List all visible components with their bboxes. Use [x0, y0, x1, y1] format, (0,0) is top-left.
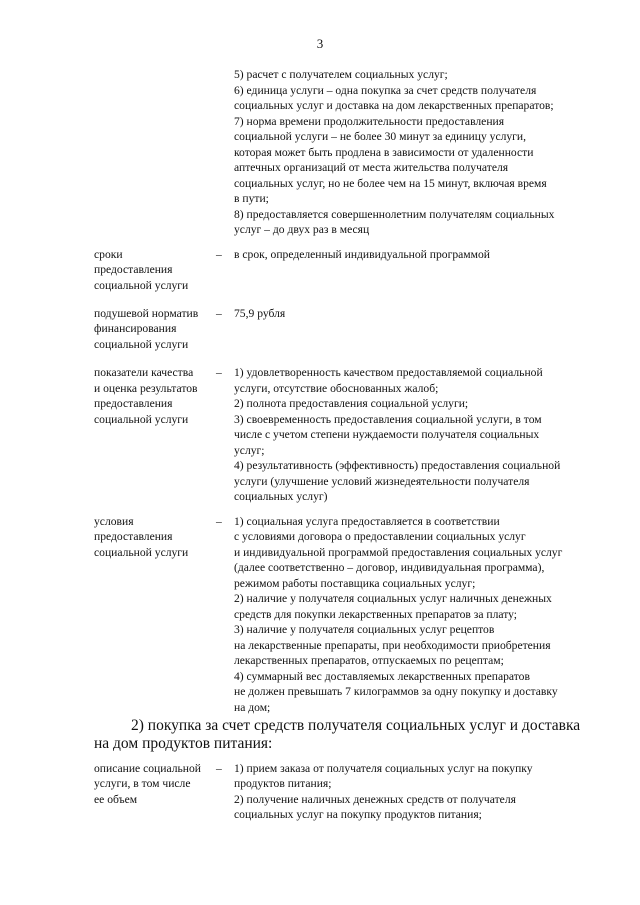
intro-line: социальных услуг и доставка на дом лекарственных препаратов; [234, 99, 554, 112]
row-dash: – [216, 307, 222, 320]
intro-line: 8) предоставляется совершеннолетним получателям социальных [234, 208, 555, 221]
row-value-line: на лекарственные препараты, при необходимости приобретения [234, 639, 551, 652]
row-value-line: и индивидуальной программой предоставления социальных услуг [234, 546, 563, 559]
row-value-line: услуги, отсутствие обоснованных жалоб; [234, 382, 439, 395]
intro-line: в пути; [234, 192, 269, 205]
row-value-line: 3) наличие у получателя социальных услуг рецептов [234, 623, 495, 636]
row-label-line: описание социальной [94, 762, 201, 775]
row-value-line: 2) полнота предоставления социальной услуги; [234, 397, 469, 410]
row-label-line: социальной услуги [94, 413, 189, 426]
section-heading-line: на дом продуктов питания: [94, 735, 273, 752]
row-label-line: сроки [94, 248, 123, 261]
row-value-line: 4) результативность (эффективность) предоставления социальной [234, 459, 561, 472]
row-value-line: числе с учетом степени нуждаемости получателя социальных [234, 428, 540, 441]
row-value-line: услуги (улучшение условий жизнедеятельности получателя [234, 475, 530, 488]
intro-line: которая может быть продлена в зависимости от удаленности [234, 146, 534, 159]
intro-line: 5) расчет с получателем социальных услуг; [234, 68, 448, 81]
row-value-line: 2) наличие у получателя социальных услуг наличных денежных [234, 592, 552, 605]
row-value-line: услуг; [234, 444, 265, 457]
row-dash: – [216, 515, 222, 528]
section-heading-line: 2) покупка за счет средств получателя социальных услуг и доставка [131, 717, 581, 734]
row-value-line: на дом; [234, 701, 271, 714]
row-value-line: средств для покупки лекарственных препаратов за плату; [234, 608, 517, 621]
row-value-line: социальных услуг на покупку продуктов питания; [234, 808, 482, 821]
row-dash: – [216, 762, 222, 775]
row-value-line: 1) прием заказа от получателя социальных услуг на покупку [234, 762, 533, 775]
row-value-line: 75,9 рубля [234, 307, 286, 320]
row-label-line: услуги, в том числе [94, 777, 191, 790]
row-value-line: (далее соответственно – договор, индивидуальная программа), [234, 561, 545, 574]
row-value-line: 1) удовлетворенность качеством предоставляемой социальной [234, 366, 543, 379]
row-label-line: подушевой норматив [94, 307, 199, 320]
row-label-line: социальной услуги [94, 279, 189, 292]
row-label-line: условия [94, 515, 134, 528]
intro-line: услуг – до двух раз в месяц [234, 223, 370, 236]
row-value-line: 3) своевременность предоставления социальной услуги, в том [234, 413, 542, 426]
row-dash: – [216, 366, 222, 379]
intro-line: 6) единица услуги – одна покупка за счет средств получателя [234, 84, 537, 97]
page-number: 3 [316, 36, 324, 51]
row-label-line: ее объем [94, 793, 138, 806]
row-value-line: не должен превышать 7 килограммов за одну покупку и доставку [234, 685, 558, 698]
row-dash: – [216, 248, 222, 261]
intro-line: аптечных организаций от места жительства получателя [234, 161, 509, 174]
row-value-line: 1) социальная услуга предоставляется в соответствии [234, 515, 500, 528]
row-value-line: с условиями договора о предоставлении социальных услуг [234, 530, 526, 543]
row-label-line: показатели качества [94, 366, 194, 379]
row-label-line: социальной услуги [94, 338, 189, 351]
row-label-line: предоставления [94, 397, 173, 410]
row-value-line: 4) суммарный вес доставляемых лекарственных препаратов [234, 670, 530, 683]
row-label-line: социальной услуги [94, 546, 189, 559]
row-value-line: 2) получение наличных денежных средств от получателя [234, 793, 516, 806]
intro-line: социальной услуги – не более 30 минут за единицу услуги, [234, 130, 527, 143]
intro-line: социальных услуг, но не более чем на 15 минут, включая время [234, 177, 547, 190]
row-label-line: предоставления [94, 530, 173, 543]
row-value-line: продуктов питания; [234, 777, 332, 790]
row-value-line: режимом работы поставщика социальных услуг; [234, 577, 476, 590]
row-value-line: лекарственных препаратов, отпускаемых по рецептам; [234, 654, 504, 667]
row-label-line: финансирования [94, 322, 177, 335]
intro-line: 7) норма времени продолжительности предоставления [234, 115, 505, 128]
row-value-line: социальных услуг) [234, 490, 328, 503]
row-label-line: предоставления [94, 263, 173, 276]
row-value-line: в срок, определенный индивидуальной программой [234, 248, 490, 261]
row-label-line: и оценка результатов [94, 382, 198, 395]
